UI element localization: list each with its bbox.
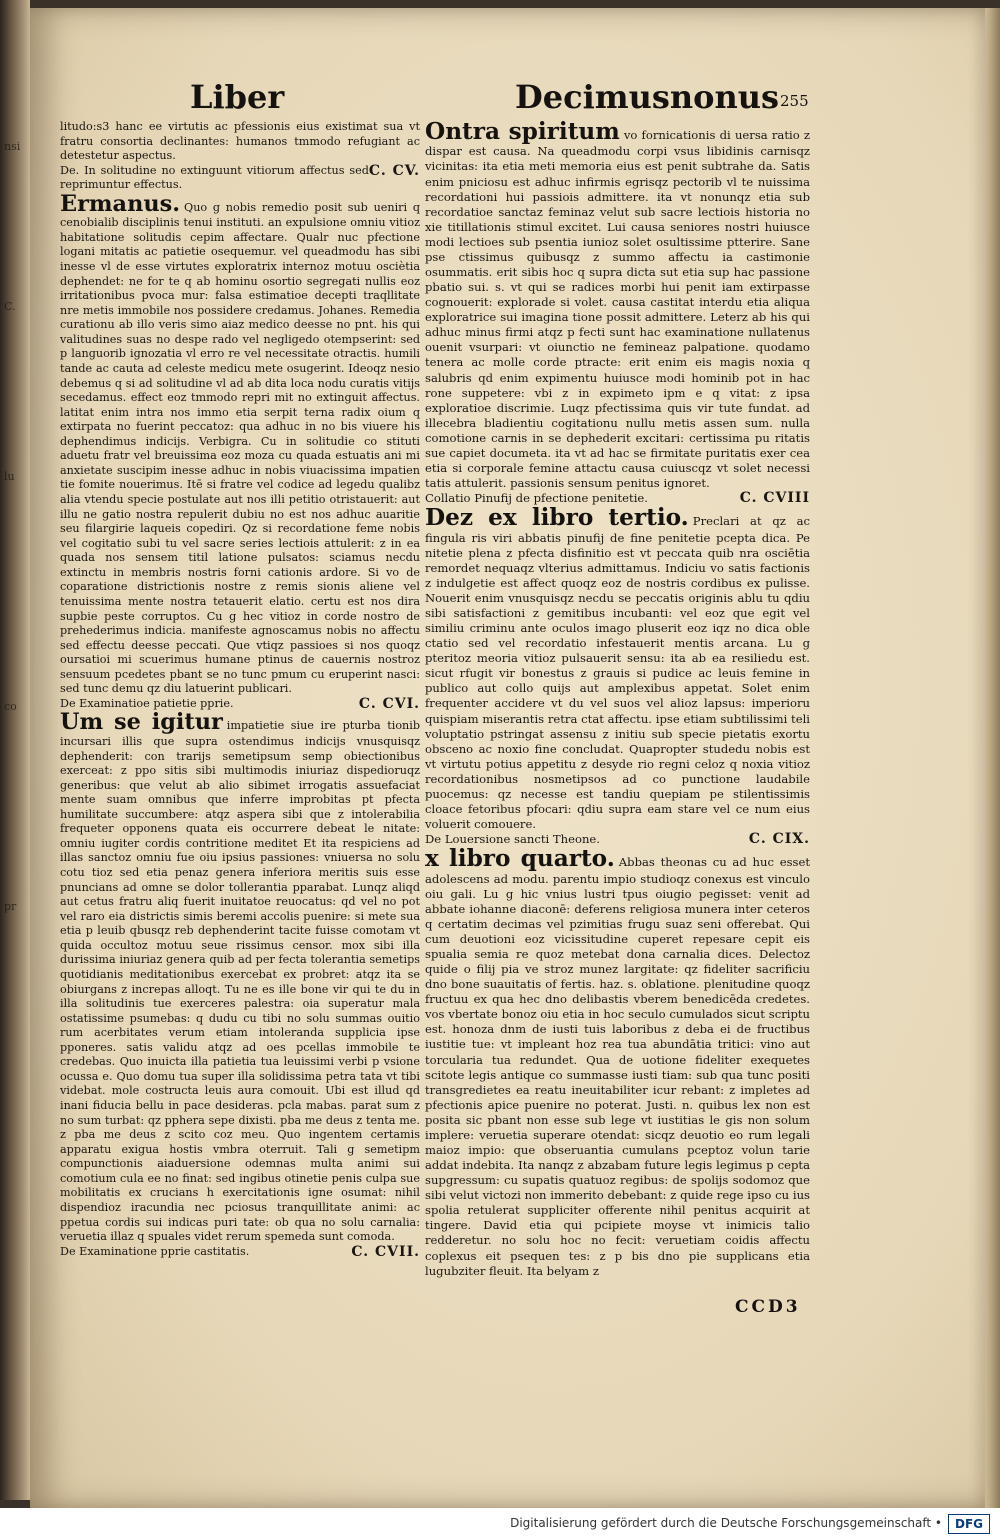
paragraph-text: impatietie siue ire pturba tionib incursari illis que supra ostendimus indicijs vnusquisqz dephenderit: con trarijs semetipsum semp obiectionibus exerceat: z ppo sitis sibi multimodis iniuriaz dispedioruqz generibus: que velut ab alio sibimet irrogatis assuefaciat mente suam omnibus que inferre improbitas pt pfecta humilitate succumbere: atqz aspera sibi que z intolerabilia frequeter opponens quata eis occurrere debeat le nitate: omniu iugiter cordis contritione meditet Et ita respiciens ad illas sanctoz omniu fue oiu ipsius passiones: vniuersa no solu cotu tioz sed etia penaz genera inferiora meritis suis esse pnuncians ad omne se dolor tollerantia pparabat. Lunqz aliqd aut cetus fratru aliq fuerit inuitatoe reuocatus: qd vel no pot vel raro eia districtis simis beremi accolis puenire: si mete sua etia p leuib qbusqz reb dephenderint tacite fuisse comotam vt quida occultoz motuu seue rissimus censor. mox sibi illa durissima iniuriaz genera quib ad per fecta tolerantia semetips quotidianis meditationibus exercebat ex probret: atqz ita se obiurgans z increpas alloqt. Tu ne es ille bone vir qui te du in illa solitudinis tue exerceres palestra: oia superatur mala ostatissime psumebas: q dudu cu tibi no solu summas ouitio rum acerbitates verum etiam intoleranda supplicia ipse pponeres. satis validu atqz ad oes pcellas immobile te credebas. Quo inuicta illa patietia tua leuissimi verbi p vsione ocussa e. Quo domu tua super illa solidissima petra tata vt tibi videbat. mole costructa leuis aura comouit. Ubi est illud qd inani fiducia bellu in pace desideras. pcla mabas. parat sum z no sum turbat: qz pphera sepe dixisti. pba me deus z tenta me. z pba me deus z scito coz meu. Quo ingentem certamis apparatu exigua hostis vmbra oterruit. Tali g semetipm compunctionis aiaduersione odemnas multa animi sui comotium cula ee no finat: sed ingibus otinetie penis culpa sue mobilitatis ex crucians h exercitationis igne osumat: nihil dispendioz iracundia nec pciosus tranquillitate animi: ac ppetua cordis sui indicas puri tate: ob qua no solu carnalia: veruetia illaz q spuales videt rerum spemeda sunt comoda. xyxy=(60,719,420,1244)
chapter-number: C. CV. xyxy=(368,162,420,179)
footer-bar xyxy=(0,1508,1000,1539)
chapter-paragraph xyxy=(425,506,810,832)
chapter-number: C. CVIII xyxy=(739,490,810,507)
signature-mark: CCD3 xyxy=(735,1297,801,1317)
chapter-paragraph xyxy=(425,847,810,1278)
running-head-right: Decimusnonus xyxy=(515,78,780,116)
rubric-text: De Examinatioe patietie pprie. xyxy=(60,696,234,710)
chapter-number: C. CVII. xyxy=(351,1243,420,1260)
paragraph-text: Preclari at qz ac fingula ris viri abbatis pinufij de fine penitetie pcepta dica. Pe nitetie plena z pfecta disfinitio est vt peccata quib nra osciētia remordet nequaqz vlterius admittamus. Indiciu vo satis factionis z indulgetie est affect quoqz eoz de nostris cordibus ex pulisse. Nouerit enim vnusquisqz necdu se peccatis originis ablu tu qdiu sibi satisfactioni z gemitibus incubanti: vel eoz que egit vel similiu criminu ante oculos imago pluserit eoz iqz no dica oble ctatio sed vel recordatio infestauerit mentis arcana. Lu g pteritoz meoria vitioz pulsauerit sensu: ita ab ea resiliedu est. sicut rfugit vir bonestus z grauis si pudice ac leuis femine in publico aut collo quijs aut amplexibus appetat. Solet enim frequenter accidere vt du vel suos vel alioz lapsus: imperioru quispiam miserantis retra ctat affectu. ipse etiam subtilissimi teli voluptatio pstringat assensu z initiu sub specie pietatis exortu obsceno ac noxio fine concludat. Quapropter studedu nobis est vt virtutu potius appetitu z desyde rio regni celoz q noxia vitioz recordationibus nosmetipsos ad co punctione laudabile puocemus: qz necesse est tandiu quepiam pe stilentissimis cloace fetoribus pfocari: qdiu supra eam stare vel ce num eius voluerit comouere. xyxy=(425,514,810,832)
right-column xyxy=(425,120,810,1279)
facing-page-edge: nsi C. lu co pr xyxy=(0,0,30,1500)
page-edge-right xyxy=(985,8,1000,1508)
folio-number: 255 xyxy=(780,92,809,110)
chapter-incipit: x libro quarto. xyxy=(425,845,615,873)
chapter-incipit: Dez ex libro tertio. xyxy=(425,504,689,532)
chapter-number: C. CIX. xyxy=(748,831,810,848)
chapter-paragraph xyxy=(425,120,810,491)
paragraph-text: vo fornicationis di uersa ratio z dispar est causa. Na queadmodu corpi vsus libidinis carnisqz vicinitas: ita etia meti memoria eius est penit subtrahe da. Satis enim pniciosu est adhuc infirmis egrisqz pectorib vl te nuissima recordationi hui passiois admittere. ita vt nonunqz etia sub recordatioe sanctaz feminaz velut sub sacre lectiois historia no xie titillationis stimul excitet. Lui causa seniores nostri huiusce modi lectioes sub psentia iunioz solet osultissime ptterire. Sane pse ctissimus quibusqz z summo affectu ia castimonie osummatis. erit sibis hoc q supra dicta sut etia sup hac passione pbatio sui. s. vt qui se radices morbi hui penit iam extirpasse cognouerit: explorade si volet. causa castitat interdu etia aliqua exploratrice sui imagina tione possit admittere. Leterz ab his qui adhuc minus firmi atqz p fecti sunt hac examinatione nullatenus ouenit vsurpari: vt oiunctio ne femineaz palpatione. quodamo tenera ac molle corde ptracte: erit enim eis magis noxia q salubris qd enim expimentu huiusce modi hominib pot in hac rone suppetere: vbi z in expimeto ipm e q vitat: z ipsa exploratioe discrimie. Luqz pfectissima quis vir tute fundat. ad illecebra bladientiu cogitationu nullu metis assen sum. nulla comotione carnis in se dephederit excitari: certissima pu ritatis sue capiet documeta. ita vt ad hac se firmitate puritatis exer cea etia si corporale femine attactu causa cuiuscqz vt solet necessi tatis attulerit. passionis sensum penitus ignoret. xyxy=(425,128,810,491)
paragraph: litudo:s3 hanc ee virtutis ac pfessionis eius existimat sua vt fratru consortia declinantes: humanos tmmodo refugiant ac detestetur aspectus. xyxy=(60,120,420,163)
left-column xyxy=(60,120,420,1259)
rubric-text: De. In solitudine no extinguunt vitiorum affectus sed reprimuntur effectus. xyxy=(60,163,369,192)
dfg-logo: DFG xyxy=(948,1514,990,1534)
running-head-left: Liber xyxy=(190,78,285,116)
chapter-rubric xyxy=(60,1245,420,1260)
paragraph-text: Abbas theonas cu ad huc esset adolescens ad modu. parentu impio studioqz conexus est vinculo oiu gali. Lu g hic vnius lustri tpus oiugio pegisset: venit ad abbate iohanne diaconē: deferens religiosa munera inter ceteros q certatim decimas vel pzimitias frugu suaz seni offerebat. Qui cum deuotioni eoz vicissitudine cuperet repesare cepit eis spualia semia re quoz metebat dona carnalia dices. Delectoz quide o filij pia ve stroz munez largitate: qz fideliter sacrificiu dno bone suauitatis of fertis. haz. s. oblatione. plenitudine quoqz fructuu ex qua hec dno delibastis vberem benedicēda credetes. vos vbertate bonoz oiu etia in hoc seculo cumulados sicut scriptu est. honoza dnm de iusti tuis laboribus z deba ei de fructibus iustitie tue: vt impleant hoz rea tua abundātia tritici: vino aut torcularia tua redundet. Qua de uotione fideliter exequetes scitote legis antique co summasse iusti tiam: sub qua tunc positi transgredietes ea reatu ineuitabiliter icur rebant: z impletes ad pfectionis apice puenire no poterat. Justi. n. quibus lex non est posita sic pbant non esse sub lege vt iustitias le gis non solum implere: veruetia superare otendat: sicqz deuotio eo rum legali maioz impio: que obseruantia cumulans pceptoz volun tarie addat indebita. Ita nanqz z abzabam future legis legimus p cepta supgressum: cu supatis quatuoz regibus: de spolijs sodomoz que sibi velut victozi non immerito debebant: z quide rege ipso cu ius spolia retulerat suppliciter offerente nihil penitus acquirit at tingere. David etia qui pcipiete moyse vt inimicis talio redderetur. no solu hoc no fecit: veruetiam coidis affectu coplexus eit psequen tes: z p bis dno pie supplicans etia lugubziter fleuit. Ita belyam z xyxy=(425,855,810,1278)
funding-note: Digitalisierung gefördert durch die Deutsche Forschungsgemeinschaft • xyxy=(510,1516,942,1530)
rubric-text: De Louersione sancti Theone. xyxy=(425,832,600,847)
paragraph-text: Quo g nobis remedio posit sub ueniri q cenobialib disciplinis tenui instituti. an expulsione omniu vitioz habitatione solitudis cepim affectare. Qualr nuc pfectione logani mitatis ac patietie osequemur. vel queadmodu has sibi inesse vl de esse virtutes exploratrix internoz motuu osciètia dephendet: ne for te q ab hominu osortio segregati nullis eoz irritationibus pvoca mur: falsa estimatioe decepti traqllitate nre metis immobile nos possidere credamus. Johanes. Remedia curationu ab illo veris simo aiaz medico deesse no pnt. his qui valitudines suas no despe rado vel negligedo otempserint: sed p languorib ignozatia vl erro re vel necessitate otractis. humili tande ac cauta ad celeste medicu mete osugerint. Ideoqz nesio debemus q si ad solitudine vl ad ab dita loca nodu curatis vitijs secedamus. effect eoz tmmodo repri mit no extinguit affectus. latitat enim intra nos immo etia serpit terna radix oium q extirpata no fuerint peccatoz: qua adhuc in no bis viuere his dephendimus indicijs. Verbigra. Cu in solitudie co stituti aduetu fratr vel breuissima eoz moza cu quada estuatis ani mi anxietate suscipim inesse adhuc in nobis viuacissima impatien tie fomite nouerimus. Itē si fratre vel codice ad legedu qualibz alia vtendu specie postulate aut nos illi petitio otristauerit: aut illu ne gatio nostra repulerit dubiu no est nos adhuc auaritie seu filargirie laqueis copediri. Qz si recordatione feme nobis vel cogitatio subi tu vel sacre series lectiois attulerit: z in ea quada nos sensem titil latione pulsatos: sciamus necdu extinctu in membris nostris forni cationis ardore. Si vo de coparatione districtionis nostre z remis sionis aliene vel tenuissima mente nostra tetauerit elatio. certu est nos dira supbie peste corruptos. Cu g hec vitioz in corde nostro de prehederimus indicia. manifeste agnoscamus nobis no affectu sed effectu deesse peccati. Que vtiqz passioes si nos quoqz oursatioi mi scuerimus humane ptinus de cauernis nostroz sensuum pcedetes pbant se no tunc pmum cu eruperint nasci: sed tunc demu qz diu latuerint publicari. xyxy=(60,200,420,696)
chapter-incipit: Ermanus. xyxy=(60,190,181,217)
chapter-paragraph xyxy=(60,190,420,697)
chapter-incipit: Ontra spiritum xyxy=(425,118,620,145)
rubric-text: De Examinatione pprie castitatis. xyxy=(60,1244,250,1258)
chapter-paragraph xyxy=(60,711,420,1244)
chapter-number: C. CVI. xyxy=(358,695,420,712)
rubric-text: Collatio Pinufij de pfectione penitetie. xyxy=(425,491,648,506)
chapter-rubric xyxy=(60,164,420,193)
chapter-incipit: Um se igitur xyxy=(60,709,223,736)
